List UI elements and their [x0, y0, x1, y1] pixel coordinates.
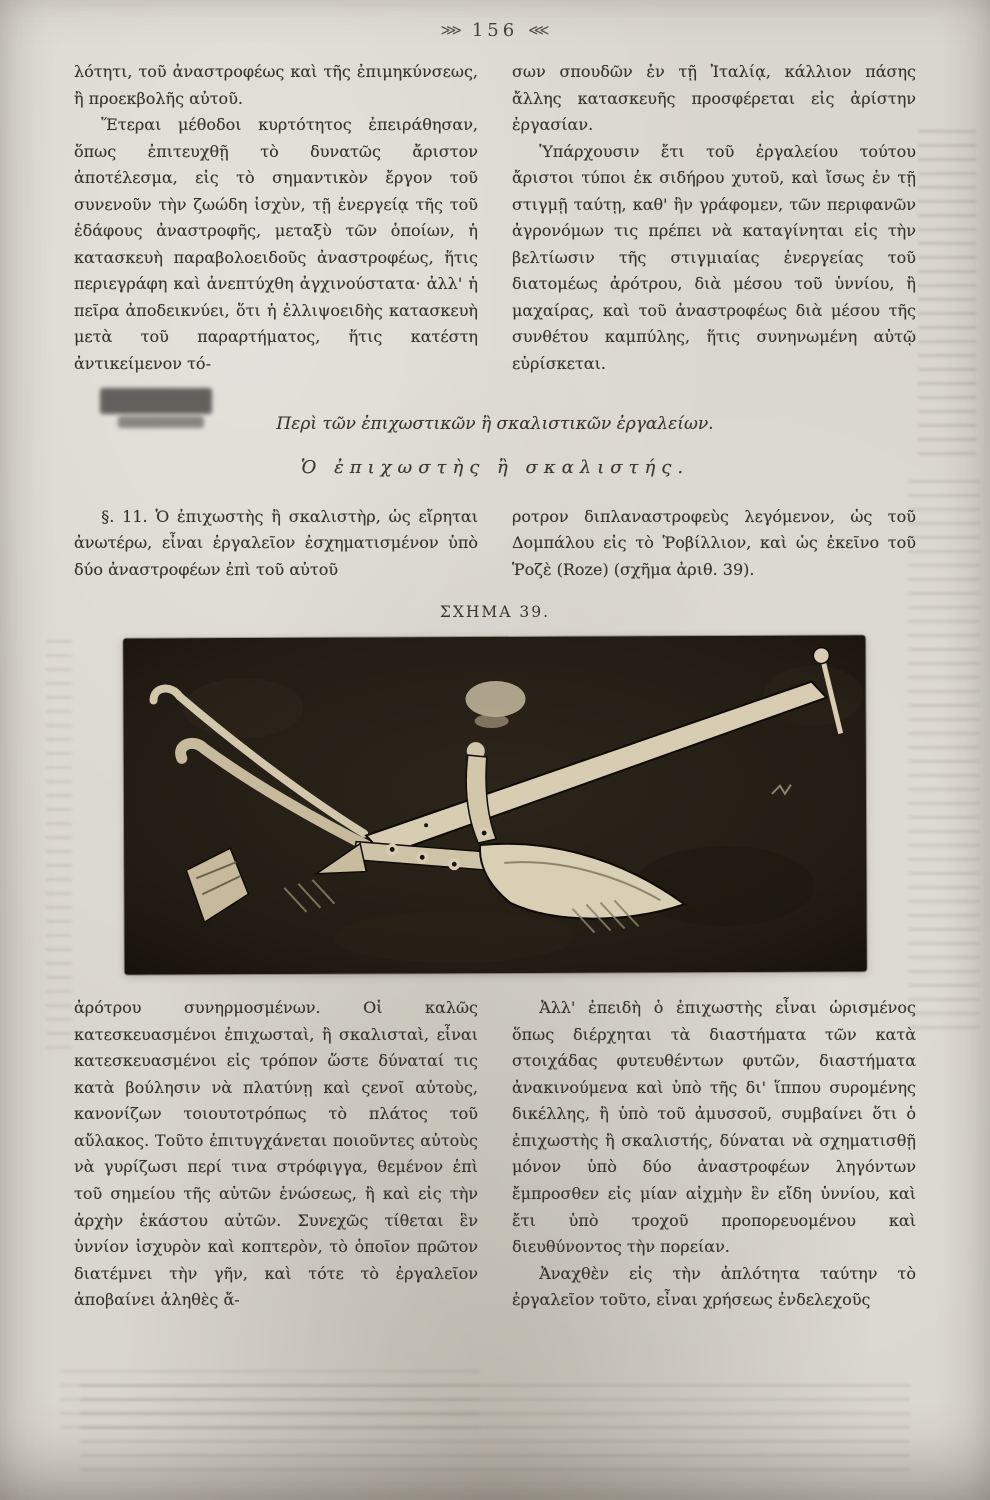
- bottom-columns: [0, 995, 990, 1314]
- figure-caption: ΣΧΗΜΑ 39.: [439, 603, 551, 622]
- header-ornament-right-icon: ⋘: [528, 21, 550, 39]
- bottom-right-column: [512, 995, 916, 1314]
- mid-columns: [0, 504, 990, 584]
- mid-left-column: [74, 504, 478, 584]
- paragraph: Ὑπάρχουσιν ἔτι τοῦ ἐργαλείου τούτου ἄριστοι τύποι ἐκ σιδήρου χυτοῦ, καὶ ἴσως ἐν τῇ στιγμῇ ταύτῃ, καθ' ἣν γράφομεν, τῶν περιφανῶν ἀγρονόμων τις πρέπει νὰ καταγίνηται εἰς τὴν βελτίωσιν τῆς στιγμιαίας ἐνεργείας τοῦ διατομέως ἀρότρου, διὰ μέσου τοῦ ὑννίου, ἢ μαχαίρας, καὶ τοῦ ἀναστροφέως διὰ μέσου τῆς συνθέτου καμπύλης, ἥτις συνηνωμένη αὐτῷ εὑρίσκεται.: [512, 141, 916, 374]
- bleedthrough-texture: [80, 1384, 910, 1472]
- header-ornament-left-icon: ⋙: [440, 21, 462, 39]
- paragraph: λότητι, τοῦ ἀναστροφέως καὶ τῆς ἐπιμηκύνσεως, ἢ προεκβολῆς αὐτοῦ.: [74, 62, 478, 108]
- paragraph: σων σπουδῶν ἐν τῇ Ἰταλίᾳ, κάλλιον πάσης ἄλλης κατασκευῆς προσφέρεται εἰς ἀρίστην ἐργασίαν.: [512, 62, 916, 135]
- paragraph: Ἀλλ' ἐπειδὴ ὁ ἐπιχωστὴς εἶναι ὡρισμένος ὅπως διέρχηται τὰ διαστήματα τῶν κατὰ στοιχάδας φυτευθέντων φυτῶν, διαστήματα ἀνακινούμενα καὶ ὑπὸ τῆς δι' ἵππου συρομένης δικέλλης, ἢ ὑπὸ τοῦ ἀμυσσοῦ, συμβαίνει ὅτι ὁ ἐπιχωστὴς ἢ σκαλιστής, δύναται νὰ σχηματισθῇ μόνον ὑπὸ δύο ἀναστροφέων ληγόντων ἔμπροσθεν εἰς μίαν αἰχμὴν ἓν εἴδη ὑννίου, καὶ ἔτι ὑπὸ τροχοῦ προπορευομένου καὶ διευθύνοντος τὴν πορείαν.: [512, 998, 916, 1257]
- paragraph: ροτρον διπλαναστροφεὺς λεγόμενον, ὡς τοῦ Δομπάλου εἰς τὸ Ῥοβίλλιον, καὶ ὡς ἐκεῖνο τοῦ Ῥοζὲ (Roze) (σχῆμα ἀριθ. 39).: [512, 506, 916, 579]
- paragraph: Ἀναχθὲν εἰς τὴν ἁπλότητα ταύτην τὸ ἐργαλεῖον τοῦτο, εἶναι χρήσεως ἐνδελεχοῦς: [512, 1263, 916, 1310]
- paragraph: Ἕτεραι μέθοδοι κυρτότητος ἐπειράθησαν, ὅπως ἐπιτευχθῇ τὸ δυνατῶς ἄριστον ἀποτέλεσμα, εἰς τὸ σημαντικὸν ἔργον τοῦ συνενοῦν τὴν ζωώδη ἰσχὺν, τῇ ἐνεργείᾳ τῆς τοῦ ἐδάφους ἀναστροφῆς, μεταξὺ τῶν ὁποίων, ἡ κατασκευὴ παραβολοειδοῦς ἀναστροφέως, ἥτις περιεγράφη καὶ ἀνεπτύχθη ἀγχινούστατα· ἀλλ' ἡ πεῖρα ἀποδεικνύει, ὅτι ἡ ἐλλιψοειδὴς κατασκευὴ μετὰ τοῦ παραρτήματος, ἥτις κατέστη ἀντικείμενον τό-: [74, 115, 478, 374]
- paragraph: ἀρότρου συνηρμοσμένων. Οἱ καλῶς κατεσκευασμένοι ἐπιχωσταὶ, ἢ σκαλισταὶ, εἶναι κατεσκευασμένοι εἰς τρόπον ὥστε δύναταί τις κατὰ βούλησιν νὰ πλατύνῃ καὶ ςενοῖ αὐτοὺς, κανονίζων τοιουτοτρόπως τὸ πλάτος τοῦ αὔλακος. Τοῦτο ἐπιτυγχάνεται ποιοῦντες αὐτοὺς νὰ γυρίζωσι περί τινα στρόφιγγα, θεμένον ἐπὶ τοῦ σημείου τῆς αὑτῶν ἑνώσεως, ἢ καὶ εἰς τὴν ἀρχὴν ἑκάστου αὐτῶν. Συνεχῶς τίθεται ἓν ὑννίον ἰσχυρὸν καὶ κοπτερὸν, τὸ ὁποῖον πρῶτον διατέμνει τὴν γῆν, καὶ τότε τὸ ἐργαλεῖον ἀποβαίνει ἀληθὲς ἄ-: [74, 998, 478, 1310]
- page-number: 156: [471, 20, 519, 41]
- page-header: [0, 0, 990, 41]
- ink-smudge: [118, 416, 204, 428]
- mid-right-column: [512, 504, 916, 584]
- bleedthrough-texture: [60, 1370, 480, 1430]
- bottom-left-column: [74, 995, 478, 1314]
- ink-smudge: [100, 388, 212, 414]
- top-left-column: [74, 59, 478, 378]
- top-right-column: [512, 59, 916, 378]
- top-columns: [0, 59, 990, 378]
- section-heading: Περὶ τῶν ἐπιχωστικῶν ἢ σκαλιστικῶν ἐργαλείων.: [276, 413, 714, 434]
- section-subheading: Ὁ ἐπιχωστὴς ἢ σκαλιστής.: [300, 456, 690, 478]
- figure-plate: [123, 636, 866, 975]
- paragraph-section-11: §. 11. Ὁ ἐπιχωστὴς ἢ σκαλιστὴρ, ὡς εἴρηται ἀνωτέρω, εἶναι ἐργαλεῖον ἐσχηματισμένον ὑπὸ δύο ἀναστροφέων ἐπὶ τοῦ αὐτοῦ: [74, 506, 478, 579]
- plough-engraving: [123, 636, 866, 975]
